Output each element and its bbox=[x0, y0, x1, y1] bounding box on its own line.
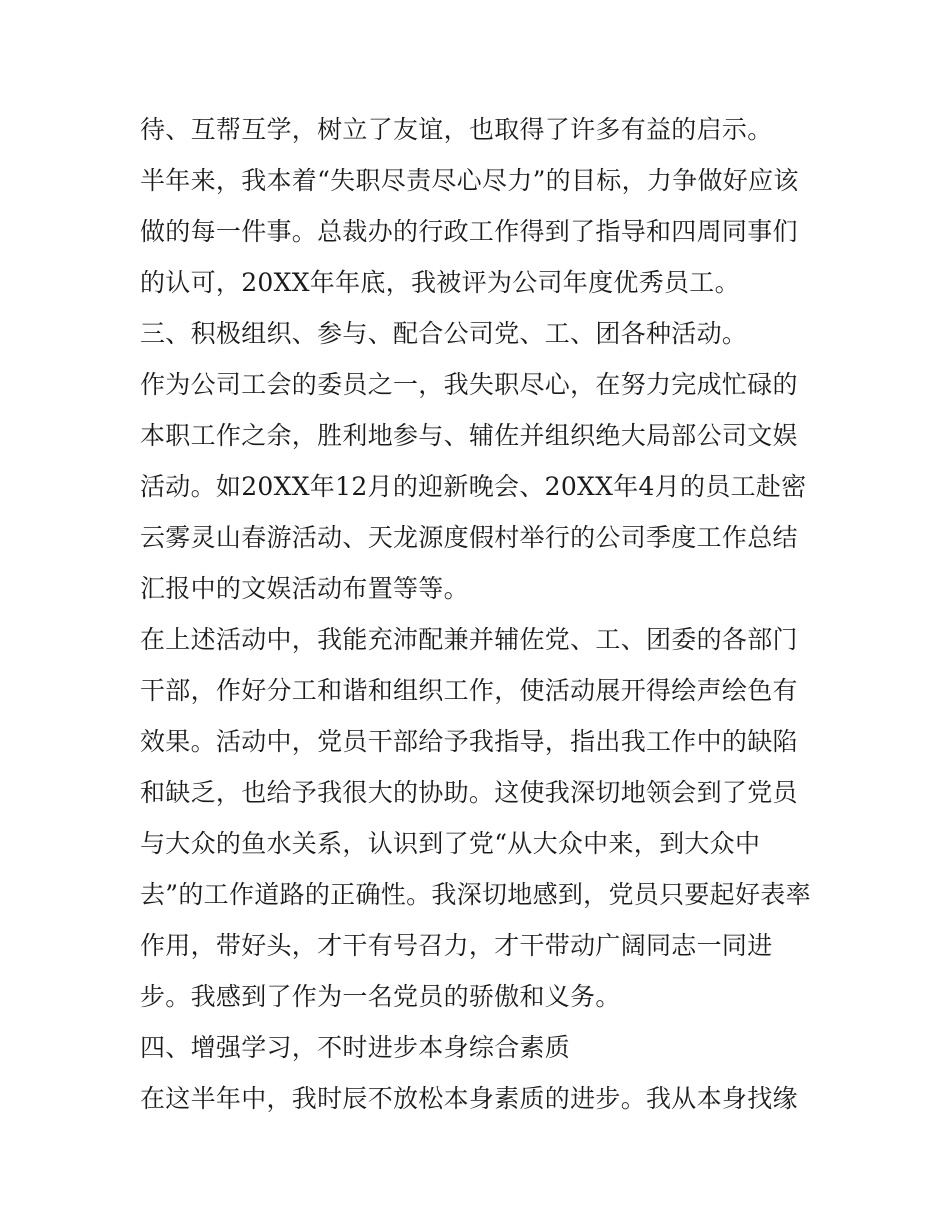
document-body bbox=[140, 104, 820, 1124]
section-heading-4: 四、增强学习，不时进步本身综合素质 bbox=[140, 1033, 571, 1062]
section-heading-3: 三、积极组织、参与、配合公司党、工、团各种活动。 bbox=[140, 319, 748, 348]
paragraph-half-year-goal: 半年来，我本着“失职尽责尽心尽力”的目标，力争做好应该做的每一件事。总裁办的行政工作得到了指导和四周同事们的认可，20XX年年底，我被评为公司年度优秀员工。 bbox=[140, 166, 799, 297]
paragraph-party-cooperation: 在上述活动中，我能充沛配兼并辅佐党、工、团委的各部门干部，作好分工和谐和组织工作，使活动展开得绘声绘色有效果。活动中，党员干部给予我指导，指出我工作中的缺陷和缺乏，也给予我很大的协助。这使我深切地领会到了党员与大众的鱼水关系，认识到了党“从大众中来，到大众中去”的工作道路的正确性。我深切地感到，党员只要起好表率作用，带好头，才干有号召力，才干带动广阔同志一同进步。我感到了作为一名党员的骄傲和义务。 bbox=[140, 625, 811, 1011]
paragraph-self-improvement: 在这半年中，我时辰不放松本身素质的进步。我从本身找缘 bbox=[140, 1084, 798, 1113]
paragraph-continuation: 待、互帮互学，树立了友谊，也取得了许多有益的启示。 bbox=[140, 115, 773, 144]
paragraph-union-activities: 作为公司工会的委员之一，我失职尽心，在努力完成忙碌的本职工作之余，胜利地参与、辅佐并组织绝大局部公司文娱活动。如20XX年12月的迎新晚会、20XX年4月的员工赴密云雾灵山春游活动、天龙源度假村举行的公司季度工作总结汇报中的文娱活动布置等等。 bbox=[140, 370, 807, 603]
